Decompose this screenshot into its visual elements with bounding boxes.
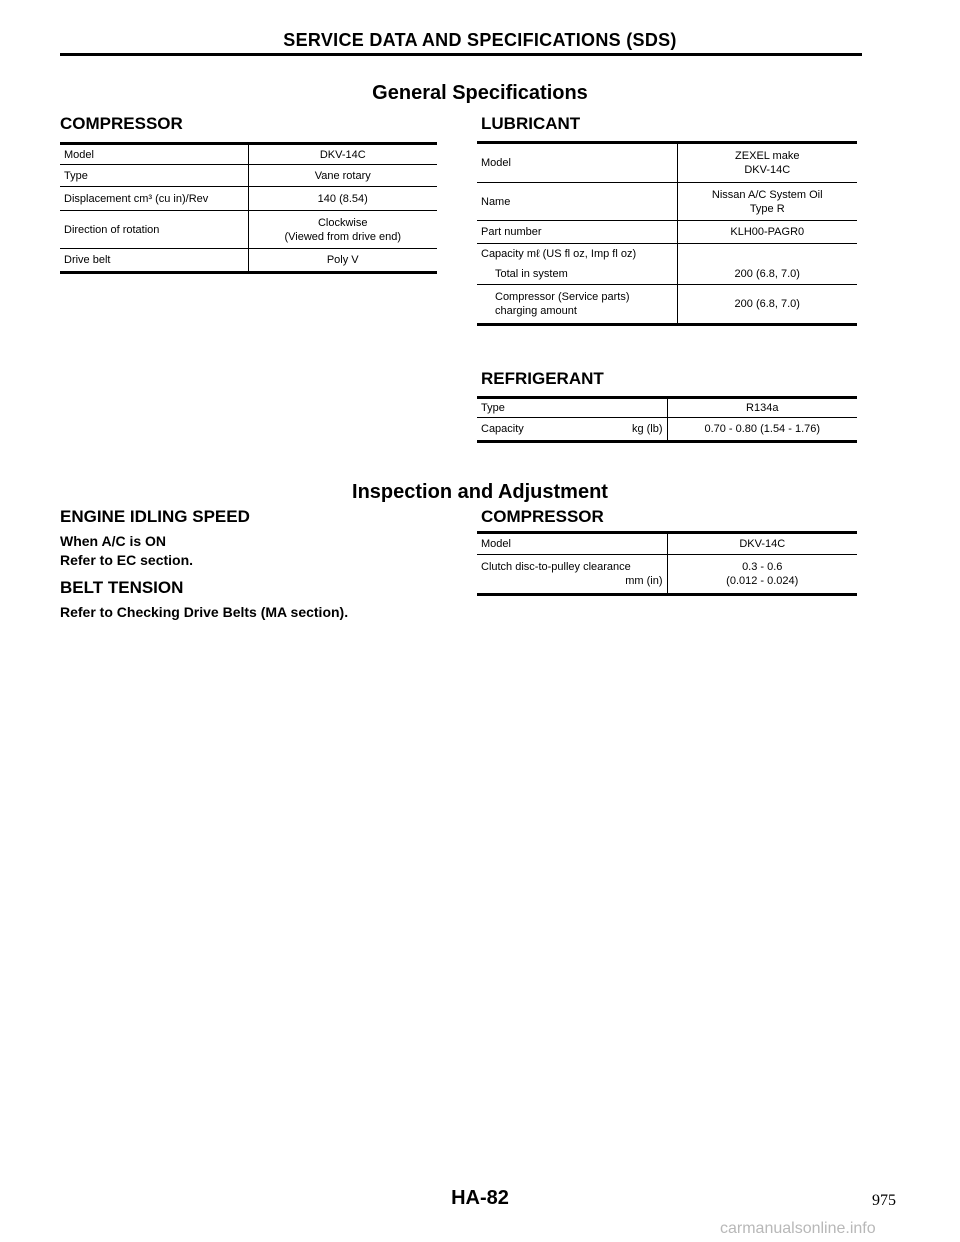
spec-label: Capacity mℓ (US fl oz, Imp fl oz): [477, 244, 677, 265]
table-row: [477, 183, 857, 221]
spec-label: Model: [477, 143, 677, 183]
spec-value: DKV-14C: [319, 148, 366, 161]
spec-value-line: DKV-14C: [744, 164, 791, 176]
note-line: When A/C is ON: [60, 533, 167, 549]
table-row: [477, 285, 857, 325]
spec-value: 0.70 - 0.80 (1.54 - 1.76): [704, 423, 821, 435]
spec-label: Name: [477, 183, 677, 221]
inspection-adjustment-title: Inspection and Adjustment: [352, 481, 608, 503]
table-row: [60, 211, 437, 249]
spec-label: Displacement cm³ (cu in)/Rev: [60, 187, 248, 211]
compressor-section-title: COMPRESSOR: [60, 114, 183, 133]
spec-value: 140 (8.54): [317, 192, 368, 205]
belt-tension-note: Refer to Checking Drive Belts (MA section).: [60, 604, 349, 620]
spec-value-line: (Viewed from drive end): [284, 230, 402, 243]
spec-value: [677, 143, 857, 183]
engine-idling-speed-note: [60, 532, 193, 570]
spec-label-text: Capacity: [481, 423, 524, 435]
table-row: [477, 244, 857, 265]
spec-value: Poly V: [326, 254, 359, 266]
note-line: Refer to EC section.: [60, 552, 194, 568]
spec-unit: kg (lb): [631, 423, 663, 435]
compressor-spec-table: [60, 142, 437, 274]
spec-value: KLH00-PAGR0: [730, 226, 805, 238]
spec-label-line: charging amount: [495, 305, 577, 317]
table-row: [60, 144, 437, 165]
spec-unit: mm (in): [625, 575, 663, 587]
spec-label: Drive belt: [60, 249, 248, 273]
table-row: [60, 187, 437, 211]
table-row: [477, 418, 857, 442]
spec-label: Part number: [477, 221, 677, 244]
spec-value-line: Clockwise: [317, 216, 368, 229]
spec-label: [477, 533, 667, 555]
watermark: carmanualsonline.info: [720, 1220, 876, 1237]
spec-label-line: Compressor (Service parts): [495, 291, 630, 303]
belt-tension-title: BELT TENSION: [60, 578, 184, 597]
spec-label: Direction of rotation: [60, 211, 248, 249]
spec-value: [248, 211, 437, 249]
table-row: [477, 265, 857, 285]
spec-label-text: Model: [481, 538, 511, 550]
spec-label: [477, 555, 667, 595]
refrigerant-section-title: REFRIGERANT: [481, 369, 604, 388]
spec-label: Model: [60, 144, 248, 165]
page-header-title: SERVICE DATA AND SPECIFICATIONS (SDS): [283, 30, 677, 50]
spec-value-line: 0.3 - 0.6: [742, 561, 783, 573]
table-row: [477, 533, 857, 555]
table-row: [477, 143, 857, 183]
lubricant-spec-table: [477, 141, 857, 326]
spec-value: [677, 183, 857, 221]
spec-label-text: Type: [481, 402, 505, 414]
spec-value-line: (0.012 - 0.024): [726, 575, 799, 587]
table-row: [477, 555, 857, 595]
engine-idling-speed-title: ENGINE IDLING SPEED: [60, 507, 250, 526]
spec-value-line: Nissan A/C System Oil: [711, 188, 823, 201]
general-specifications-title: General Specifications: [372, 82, 588, 104]
spec-value-line: ZEXEL make: [735, 150, 800, 162]
spec-label: [477, 418, 667, 442]
table-row: [477, 398, 857, 418]
header-rule: [60, 53, 862, 56]
spec-value: [667, 555, 857, 595]
inspection-compressor-table: [477, 531, 857, 596]
page-number: 975: [872, 1192, 896, 1209]
spec-value: DKV-14C: [739, 538, 786, 550]
refrigerant-spec-table: [477, 396, 857, 443]
spec-value: 200 (6.8, 7.0): [734, 298, 800, 310]
table-row: [60, 249, 437, 273]
table-row: [60, 165, 437, 187]
spec-label-line: Clutch disc-to-pulley clearance: [481, 561, 631, 573]
page-code: HA-82: [451, 1187, 509, 1209]
spec-label: Total in system: [477, 265, 677, 285]
spec-label: Type: [60, 165, 248, 187]
lubricant-section-title: LUBRICANT: [481, 114, 581, 133]
spec-value: 200 (6.8, 7.0): [734, 268, 800, 281]
inspection-compressor-title: COMPRESSOR: [481, 507, 604, 526]
spec-value: [677, 244, 857, 265]
spec-value-line: Type R: [749, 202, 785, 215]
spec-label: [477, 285, 677, 325]
spec-value: Vane rotary: [314, 169, 371, 182]
spec-label: [477, 398, 667, 418]
spec-value: R134a: [746, 402, 779, 414]
table-row: [477, 221, 857, 244]
